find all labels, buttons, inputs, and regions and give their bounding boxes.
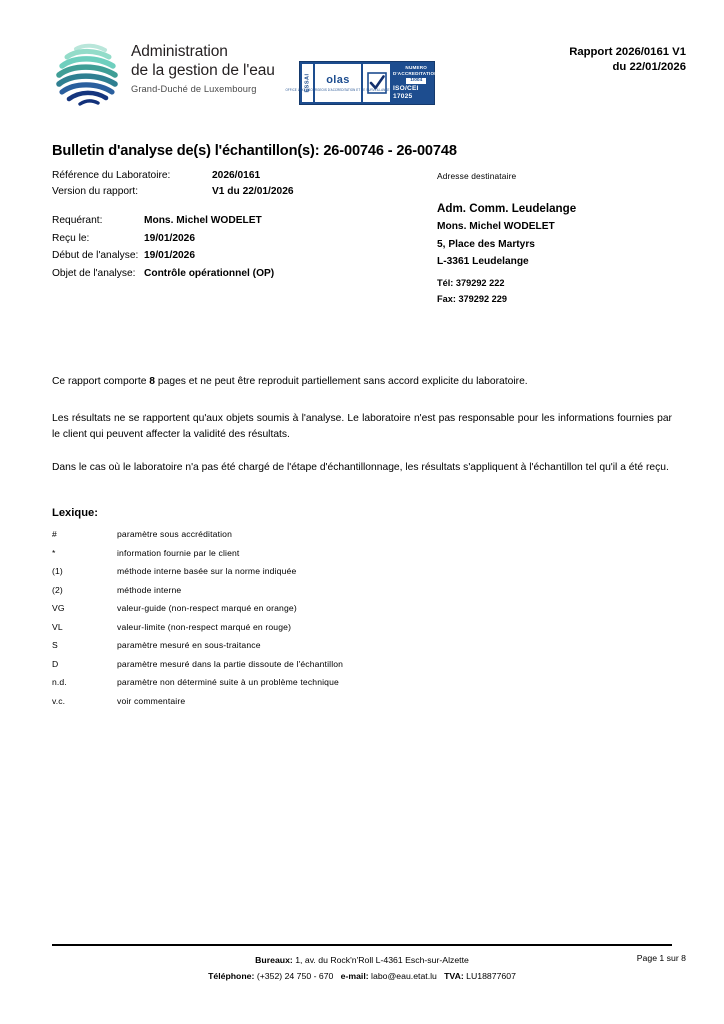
lexique-symbol: VL: [52, 621, 63, 632]
lexique-heading: Lexique:: [52, 507, 99, 519]
page-indicator: Page 1 sur 8: [636, 953, 686, 963]
page-title: Bulletin d'analyse de(s) l'échantillon(s): 26-00746 - 26-00748: [52, 143, 457, 159]
list-item: [52, 640, 552, 659]
lexique-definition: méthode interne: [117, 584, 182, 595]
list-item: [52, 677, 552, 696]
lexique-list: [52, 529, 552, 714]
recipient-city: L-3361 Leudelange: [437, 256, 529, 267]
badge-number-value: 1/004: [406, 78, 426, 84]
badge-olas-subtext: OFFICE LUXEMBOURGEOIS D'ACCREDITATION ET DE SURVEILLANCE: [285, 87, 391, 92]
organization-logo-text: [131, 40, 275, 96]
requester-label: Requérant:: [52, 215, 103, 226]
report-version-label: Version du rapport:: [52, 185, 139, 197]
badge-check-panel: [363, 64, 390, 102]
lexique-symbol: #: [52, 529, 57, 539]
badge-standard: ISO/CEI 17025: [393, 84, 419, 100]
lexique-symbol: S: [52, 640, 58, 650]
footer-divider: [52, 944, 672, 946]
paragraph-1-page-number: 8: [149, 376, 156, 387]
logo-subtitle: Grand-Duché de Luxembourg: [131, 84, 257, 94]
recipient-street: 5, Place des Martyrs: [437, 238, 535, 250]
analysis-start-label: Début de l'analyse:: [52, 250, 139, 261]
lexique-definition: paramètre mesuré en sous-traitance: [117, 640, 261, 650]
accreditation-badge: [285, 61, 440, 105]
badge-olas-word: olas: [326, 73, 350, 86]
footer-phone-value: (+352) 24 750 - 670: [254, 971, 334, 981]
report-reference: [569, 45, 686, 75]
lexique-definition: paramètre non déterminé suite à un problème technique: [117, 677, 339, 687]
paragraph-1-prefix: Ce rapport comporte: [52, 376, 150, 387]
lexique-definition: information fournie par le client: [117, 547, 240, 558]
list-item: [52, 585, 552, 604]
lexique-definition: voir commentaire: [117, 695, 186, 706]
analysis-start-row: [52, 247, 274, 265]
report-version-value: V1 du 22/01/2026: [212, 185, 294, 197]
analysis-start-value: 19/01/2026: [144, 250, 195, 261]
recipient-contact-details: [437, 276, 507, 307]
recipient-name: Adm. Comm. Leudelange: [437, 202, 577, 215]
badge-accreditation-number: [390, 64, 439, 102]
lexique-symbol: VG: [52, 603, 65, 613]
list-item: [52, 603, 552, 622]
paragraph-1-suffix: pages et ne peut être reproduit partiellement sans accord explicite du laboratoire.: [155, 376, 528, 387]
recipient-heading: Adresse destinataire: [437, 171, 517, 181]
logo-line-1: Administration: [131, 43, 228, 60]
footer-phone-label: Téléphone:: [208, 971, 255, 981]
document-header: [0, 0, 724, 125]
lab-reference-row: [52, 168, 294, 184]
reference-block: [52, 168, 294, 199]
footer-office-value: 1, av. du Rock'n'Roll L-4361 Esch-sur-Alzette: [292, 955, 469, 965]
lexique-symbol: n.d.: [52, 677, 67, 687]
recipient-contact: Mons. Michel WODELET: [437, 221, 555, 232]
list-item: [52, 566, 552, 585]
lexique-symbol: (1): [52, 566, 63, 576]
requester-row: [52, 212, 274, 230]
footer-office-line: [52, 952, 672, 968]
lexique-definition: paramètre sous accréditation: [117, 529, 233, 539]
footer-contact-line: [52, 968, 672, 984]
footer-office-label: Bureaux:: [255, 955, 293, 965]
lab-reference-label: Référence du Laboratoire:: [52, 170, 171, 181]
lexique-definition: valeur-guide (non-respect marqué en orange): [117, 603, 297, 613]
badge-number-label: NUMERO D'ACCREDITATION:: [393, 65, 440, 76]
list-item: [52, 548, 552, 567]
paragraph-liability: Les résultats ne se rapportent qu'aux objets soumis à l'analyse. Le laboratoire n'est pas responsable pour les informations fournies par le client qui peuvent affecter la validité des résultats.: [52, 413, 672, 440]
lexique-definition: méthode interne basée sur la norme indiquée: [117, 566, 297, 576]
footer-tva-value: LU18877607: [463, 971, 516, 981]
report-version-row: [52, 184, 294, 200]
requester-block: [52, 212, 274, 282]
footer-email-value: labo@eau.etat.lu: [368, 971, 437, 981]
requester-value: Mons. Michel WODELET: [144, 215, 262, 226]
organization-logo: [54, 40, 275, 106]
lexique-symbol: D: [52, 658, 59, 669]
paragraph-sampling: Dans le cas où le laboratoire n'a pas été chargé de l'étape d'échantillonnage, les résultats s'appliquent à l'échantillon tel qu'il a été reçu.: [52, 462, 669, 473]
badge-essai-text: ESSAI: [304, 73, 311, 93]
document-footer: [52, 952, 672, 984]
footer-tva-label: TVA:: [444, 971, 464, 981]
paragraph-page-count: [52, 374, 672, 390]
analysis-object-label: Objet de l'analyse:: [52, 267, 136, 279]
lab-reference-value: 2026/0161: [212, 170, 261, 181]
recipient-phone: Tél: 379292 222: [437, 278, 505, 288]
lexique-symbol: v.c.: [52, 695, 66, 706]
recipient-fax: Fax: 379292 229: [437, 293, 507, 304]
received-date-row: [52, 230, 274, 248]
analysis-object-value: Contrôle opérationnel (OP): [144, 267, 275, 279]
received-date-value: 19/01/2026: [144, 232, 195, 244]
lexique-symbol: *: [52, 547, 56, 558]
lexique-definition: valeur-limite (non-respect marqué en rouge): [117, 621, 292, 632]
recipient-address: [437, 200, 576, 271]
lexique-symbol: (2): [52, 584, 63, 595]
list-item: [52, 529, 552, 548]
badge-essai-label: [302, 64, 313, 102]
list-item: [52, 622, 552, 641]
report-reference-line-1: Rapport 2026/0161 V1: [569, 46, 686, 58]
lexique-definition: paramètre mesuré dans la partie dissoute de l'échantillon: [117, 658, 344, 669]
logo-line-2: de la gestion de l'eau: [131, 62, 275, 79]
list-item: [52, 696, 552, 715]
analysis-object-row: [52, 265, 274, 283]
footer-email-label: e-mail:: [340, 971, 369, 981]
report-reference-line-2: du 22/01/2026: [612, 61, 686, 73]
list-item: [52, 659, 552, 678]
water-waves-logo-icon: [54, 40, 120, 106]
received-date-label: Reçu le:: [52, 232, 90, 244]
